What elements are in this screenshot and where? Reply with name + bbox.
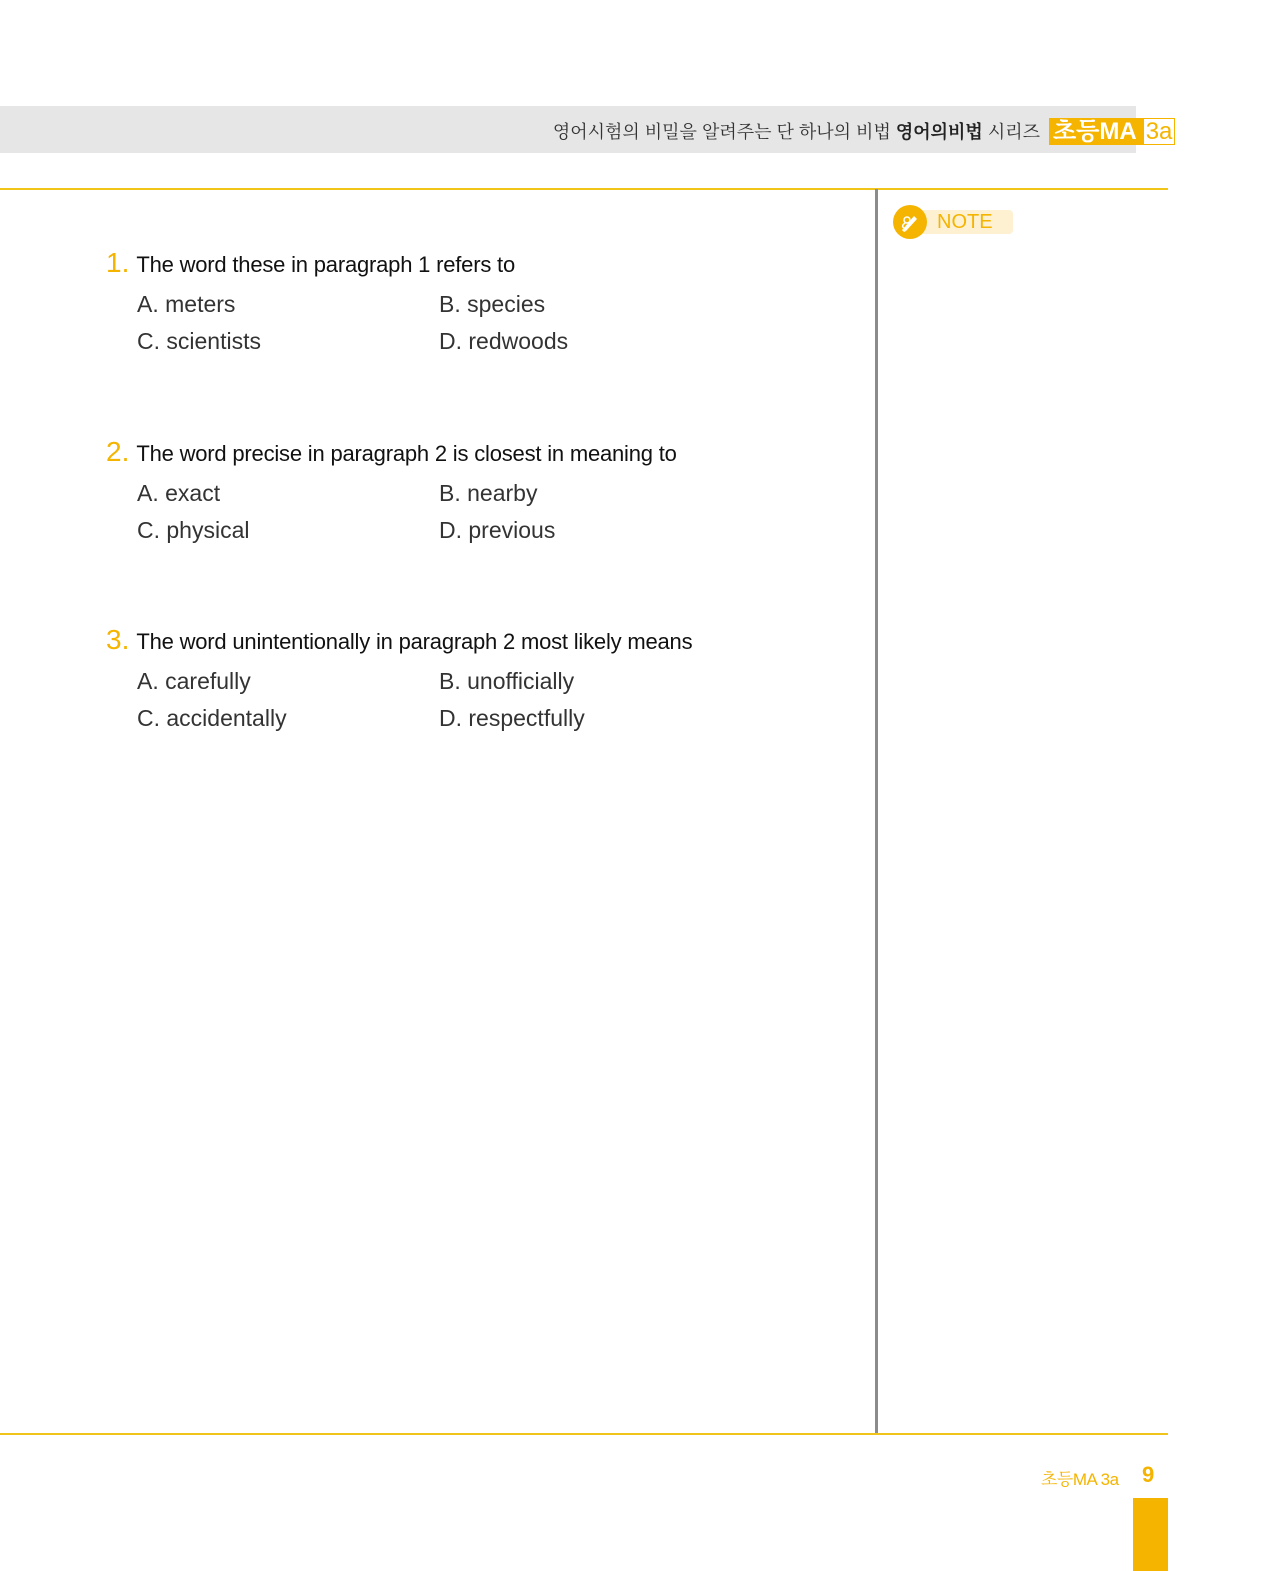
note-label: NOTE: [921, 210, 1013, 234]
question-3: [106, 624, 806, 731]
badge-level: 3a: [1143, 118, 1176, 145]
option-c[interactable]: C. scientists: [137, 328, 261, 354]
series-badge: [1049, 118, 1175, 145]
page-number: 9: [1142, 1462, 1155, 1487]
series-name: 영어의비법: [895, 122, 983, 142]
option-b[interactable]: B. unofficially: [439, 668, 575, 694]
footer-book-title: 초등MA 3a: [1041, 1470, 1119, 1489]
badge-main: 초등MA: [1049, 118, 1143, 145]
question-number: 2.: [106, 436, 130, 467]
question-number: 1.: [106, 247, 130, 278]
note-header: [893, 205, 1013, 239]
option-d[interactable]: D. redwoods: [439, 328, 569, 354]
option-a[interactable]: A. carefully: [137, 668, 251, 694]
question-prompt: The word precise in paragraph 2 is closest in meaning to: [136, 441, 677, 466]
answer-options: [137, 292, 806, 354]
question-prompt: The word these in paragraph 1 refers to: [136, 252, 515, 277]
header-tagline: [553, 118, 1040, 144]
option-c[interactable]: C. physical: [137, 517, 250, 543]
option-d[interactable]: D. respectfully: [439, 705, 585, 731]
question-2: [106, 436, 806, 543]
option-a[interactable]: A. meters: [137, 291, 236, 317]
answer-options: [137, 669, 806, 731]
question-1: [106, 247, 806, 354]
option-c[interactable]: C. accidentally: [137, 705, 287, 731]
option-b[interactable]: B. nearby: [439, 480, 538, 506]
top-rule: [0, 188, 1168, 190]
series-suffix: 시리즈: [987, 122, 1040, 142]
tagline-prefix: 영어시험의 비밀을 알려주는 단 하나의 비법: [552, 122, 891, 142]
page-edge-tab: [1133, 1498, 1168, 1571]
option-b[interactable]: B. species: [439, 291, 546, 317]
answer-options: [137, 481, 806, 543]
column-divider: [875, 189, 878, 1434]
option-d[interactable]: D. previous: [439, 517, 556, 543]
pen-in-hand-icon: [893, 205, 927, 239]
bottom-rule: [0, 1433, 1168, 1435]
option-a[interactable]: A. exact: [137, 480, 221, 506]
question-number: 3.: [106, 624, 130, 655]
question-prompt: The word unintentionally in paragraph 2 most likely means: [136, 629, 693, 654]
